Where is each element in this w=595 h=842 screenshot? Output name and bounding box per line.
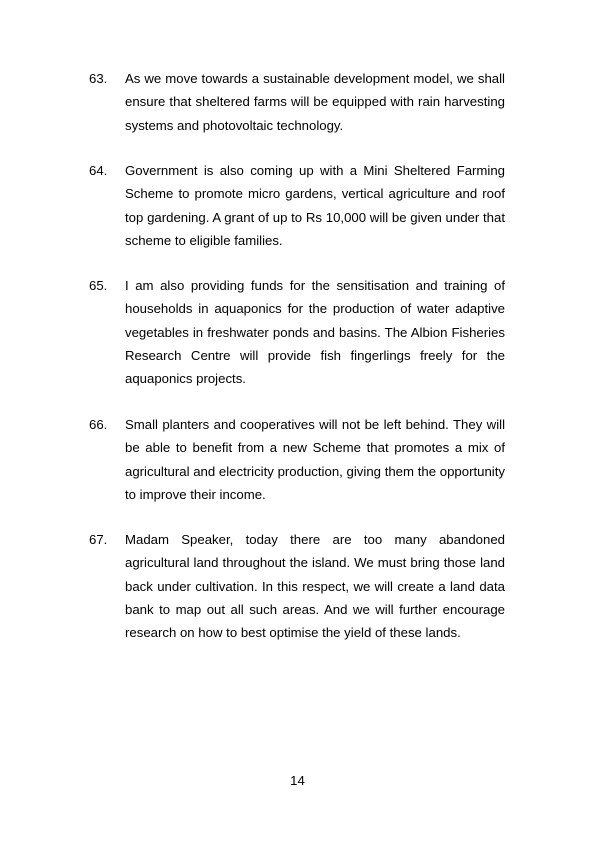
- paragraph-text: Government is also coming up with a Mini Sheltered Farming Scheme to promote micro gardens, vertical agriculture and roof top gardening. A grant of up to Rs 10,000 will be given under that scheme to eligible families.: [125, 163, 505, 248]
- paragraph-text: I am also providing funds for the sensitisation and training of households in aquaponics for the production of water adaptive vegetables in freshwater ponds and basins. The Albion Fisheries Research Centre will provide fish fingerlings freely for the aquaponics projects.: [125, 278, 505, 387]
- paragraph-63: [89, 67, 505, 137]
- paragraph-text: As we move towards a sustainable development model, we shall ensure that sheltered farms will be equipped with rain harvesting systems and photovoltaic technology.: [125, 71, 505, 133]
- paragraph-number: 65.: [89, 278, 108, 293]
- paragraph-number: 66.: [89, 417, 108, 432]
- paragraph-number: 67.: [89, 532, 108, 547]
- paragraph-text: Small planters and cooperatives will not be left behind. They will be able to benefit from a new Scheme that promotes a mix of agricultural and electricity production, giving them the opportunity to improve their income.: [125, 417, 505, 502]
- paragraph-64: [89, 159, 505, 252]
- paragraph-67: [89, 528, 505, 644]
- paragraph-number: 64.: [89, 163, 108, 178]
- paragraph-66: [89, 413, 505, 506]
- paragraph-text: Madam Speaker, today there are too many abandoned agricultural land throughout the island. We must bring those land back under cultivation. In this respect, we will create a land data bank to map out all such areas. And we will further encourage research on how to best optimise the yield of these lands.: [125, 532, 505, 641]
- page-number: 14: [290, 773, 305, 788]
- paragraph-65: [89, 274, 505, 390]
- paragraph-number: 63.: [89, 71, 108, 86]
